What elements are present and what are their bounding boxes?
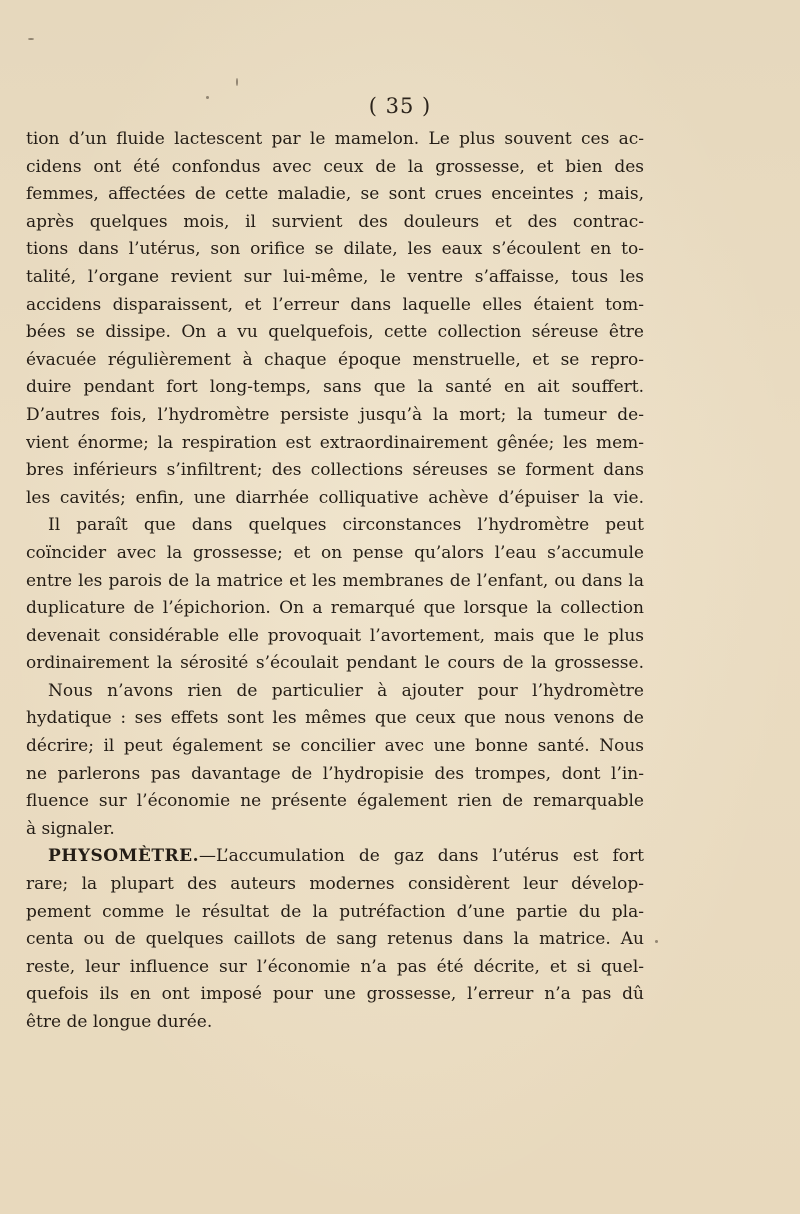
text-line: tions dans l’utérus, son orifice se dilate, les eaux s’écoulent en to- bbox=[26, 239, 644, 260]
text-line: femmes, affectées de cette maladie, se sont crues enceintes ; mais, bbox=[26, 184, 644, 205]
text-line: être de longue durée. bbox=[26, 1012, 213, 1032]
text-line: évacuée régulièrement à chaque époque menstruelle, et se repro- bbox=[26, 349, 644, 370]
text-line: centa ou de quelques caillots de sang retenus dans la matrice. Au bbox=[26, 929, 644, 950]
text-line: décrire; il peut également se concilier avec une bonne santé. Nous bbox=[26, 736, 644, 757]
text-line: coïncider avec la grossesse; et on pense qu’alors l’eau s’accumule bbox=[26, 542, 644, 563]
text-line: talité, l’organe revient sur lui-même, le ventre s’affaisse, tous les bbox=[26, 266, 644, 287]
text-line: ne parlerons pas davantage de l’hydropisie des trompes, dont l’in- bbox=[26, 763, 644, 784]
page-number: ( 35 ) bbox=[368, 94, 432, 118]
text-line: bres inférieurs s’infiltrent; des collections séreuses se forment dans bbox=[26, 460, 644, 481]
text-line: devenait considérable elle provoquait l’avortement, mais que le plus bbox=[26, 625, 644, 646]
paper-speck bbox=[206, 96, 209, 99]
text-line: bées se dissipe. On a vu quelquefois, cette collection séreuse être bbox=[26, 322, 644, 343]
text-line: entre les parois de la matrice et les membranes de l’enfant, ou dans la bbox=[26, 570, 644, 591]
text-line: accidens disparaissent, et l’erreur dans laquelle elles étaient tom- bbox=[26, 294, 644, 315]
text-line: ordinairement la sérosité s’écoulait pendant le cours de la grossesse. bbox=[26, 653, 644, 674]
text-line bbox=[26, 843, 644, 871]
body-text bbox=[26, 126, 644, 1037]
text-line: après quelques mois, il survient des douleurs et des contrac- bbox=[26, 211, 644, 232]
text-line: reste, leur influence sur l’économie n’a pas été décrite, et si quel- bbox=[26, 956, 644, 977]
text-line: les cavités; enfin, une diarrhée colliquative achève d’épuiser la vie. bbox=[26, 487, 644, 508]
section-heading: PHYSOMÈTRE. bbox=[48, 846, 199, 867]
text-line: hydatique : ses effets sont les mêmes que ceux que nous venons de bbox=[26, 708, 644, 729]
text-line: quefois ils en ont imposé pour une grossesse, l’erreur n’a pas dû bbox=[26, 984, 644, 1005]
text-line: rare; la plupart des auteurs modernes considèrent leur dévelop- bbox=[26, 874, 644, 895]
text-line: vient énorme; la respiration est extraordinairement gênée; les mem- bbox=[26, 432, 644, 453]
paragraph-3 bbox=[26, 678, 644, 844]
text-line: fluence sur l’économie ne présente également rien de remarquable bbox=[26, 791, 644, 812]
text-line: duplicature de l’épichorion. On a remarqué que lorsque la collection bbox=[26, 598, 644, 619]
paper-speck bbox=[655, 940, 658, 943]
text-line: à signaler. bbox=[26, 818, 115, 839]
text-line: Nous n’avons rien de particulier à ajouter pour l’hydromètre bbox=[48, 680, 644, 701]
text-run: —L’accumulation de gaz dans l’utérus est fort bbox=[199, 846, 644, 867]
paragraph-physometre bbox=[26, 843, 644, 1036]
text-line: Il paraît que dans quelques circonstances l’hydromètre peut bbox=[48, 515, 644, 536]
text-line: tion d’un fluide lactescent par le mamelon. Le plus souvent ces ac- bbox=[26, 129, 644, 149]
text-line: duire pendant fort long-temps, sans que la santé en ait souffert. bbox=[26, 377, 644, 398]
text-line: pement comme le résultat de la putréfaction d’une partie du pla- bbox=[26, 901, 644, 922]
text-line: D’autres fois, l’hydromètre persiste jusqu’à la mort; la tumeur de- bbox=[26, 404, 644, 425]
paper-speck bbox=[28, 38, 34, 40]
paragraph-2 bbox=[26, 512, 644, 678]
paper-speck bbox=[236, 78, 238, 86]
text-line: cidens ont été confondus avec ceux de la grossesse, et bien des bbox=[26, 156, 644, 177]
paragraph-1 bbox=[26, 126, 644, 512]
